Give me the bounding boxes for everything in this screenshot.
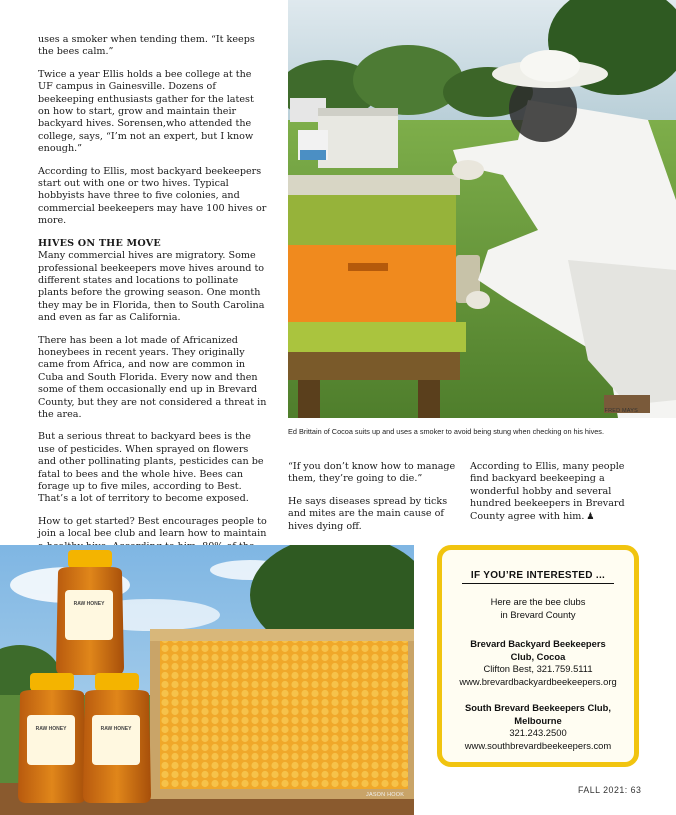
beekeeper-photo bbox=[288, 0, 676, 418]
article-right-column bbox=[470, 461, 645, 533]
body-paragraph: Twice a year Ellis holds a bee college at the UF campus in Gainesville. Dozens of beekeeping enthusiasts gather for the latest on how to start, grow and maintain their backyard hives. Sorensen,who attended the college, says, “I’m not an expert, but I know enough.” bbox=[38, 68, 254, 155]
jar-label: RAW HONEY bbox=[100, 726, 132, 732]
section-subhead: HIVES ON THE MOVE bbox=[38, 237, 161, 249]
club-entry-cocoa bbox=[442, 638, 634, 688]
body-paragraph: How to get started? Best encourages people to join a local bee club and learn how to maintain bbox=[38, 515, 267, 540]
photo-credit: JASON HOOK bbox=[366, 792, 405, 798]
body-paragraph: uses a smoker when tending them. “It keeps the bees calm.” bbox=[38, 34, 255, 58]
club-name: South Brevard Beekeepers Club, bbox=[465, 702, 611, 713]
club-name: Brevard Backyard Beekeepers bbox=[470, 638, 606, 649]
club-entry-melbourne bbox=[442, 702, 634, 752]
beekeeper-illustration bbox=[288, 0, 676, 418]
body-paragraph: “If you don’t know how to manage them, they’re going to die.” bbox=[288, 461, 456, 485]
box-intro-line: in Brevard County bbox=[500, 608, 576, 620]
article-middle-column bbox=[288, 461, 460, 543]
body-paragraph bbox=[470, 461, 645, 523]
body-paragraph: But a serious threat to backyard bees is the use of pesticides. When sprayed on flowers and other pollinating plants, pesticides can be fatal to bees and the whole hive. Bees can forage up to five miles, according to Best. That’s a lot of territory to become exposed. bbox=[38, 431, 264, 505]
body-paragraph: Many commercial hives are migratory. Some professional beekeepers move hives around to different states and locations to pollinate plants before the growing season. One month they may be in Florida, then to South Carolina and even as far as California. bbox=[38, 250, 265, 324]
honey-photo bbox=[0, 545, 414, 815]
box-intro bbox=[442, 596, 634, 621]
honey-illustration bbox=[0, 545, 414, 815]
box-intro-line: Here are the bee clubs bbox=[490, 596, 586, 607]
club-contact: Clifton Best, 321.759.5111 bbox=[483, 663, 593, 674]
bee-clubs-box bbox=[437, 545, 639, 767]
club-name: Club, Cocoa bbox=[510, 650, 566, 662]
body-paragraph: According to Ellis, most backyard beekeepers start out with one or two hives. Typical hobbyists have three to five colonies, and commercial beekeepers may have 100 hives or more. bbox=[38, 165, 267, 227]
club-website[interactable]: www.southbrevardbeekeepers.com bbox=[464, 739, 612, 751]
jar-label: RAW HONEY bbox=[35, 726, 67, 732]
club-phone: 321.243.2500 bbox=[509, 727, 567, 738]
page-folio: FALL 2021: 63 bbox=[578, 785, 642, 795]
closing-paragraph-text: According to Ellis, many people find backyard beekeeping a wonderful hobby and several hundred beekeepers in Brevard County agree with him. bbox=[470, 461, 625, 522]
body-paragraph: He says diseases spread by ticks and mites are the main cause of hives dying off. bbox=[288, 495, 448, 532]
photo-caption: Ed Brittain of Cocoa suits up and uses a smoker to avoid being stung when checking on his hives. bbox=[288, 427, 604, 436]
photo-credit: FRED MAYS bbox=[604, 408, 638, 414]
jar-label: RAW HONEY bbox=[73, 601, 105, 607]
article-left-column bbox=[38, 34, 268, 575]
club-website[interactable]: www.brevardbackyardbeekeepers.org bbox=[459, 675, 617, 687]
box-heading: IF YOU’RE INTERESTED ... bbox=[462, 570, 614, 584]
end-mark-icon: ♟ bbox=[586, 511, 595, 522]
body-paragraph: There has been a lot made of Africanized honeybees in recent years. They originally came from Africa, and now are common in Cuba and South Florida. Every now and then some of them occasionally end up in Brevard County, but they are not considered a threat in the area. bbox=[38, 334, 267, 420]
club-name: Melbourne bbox=[514, 714, 562, 726]
